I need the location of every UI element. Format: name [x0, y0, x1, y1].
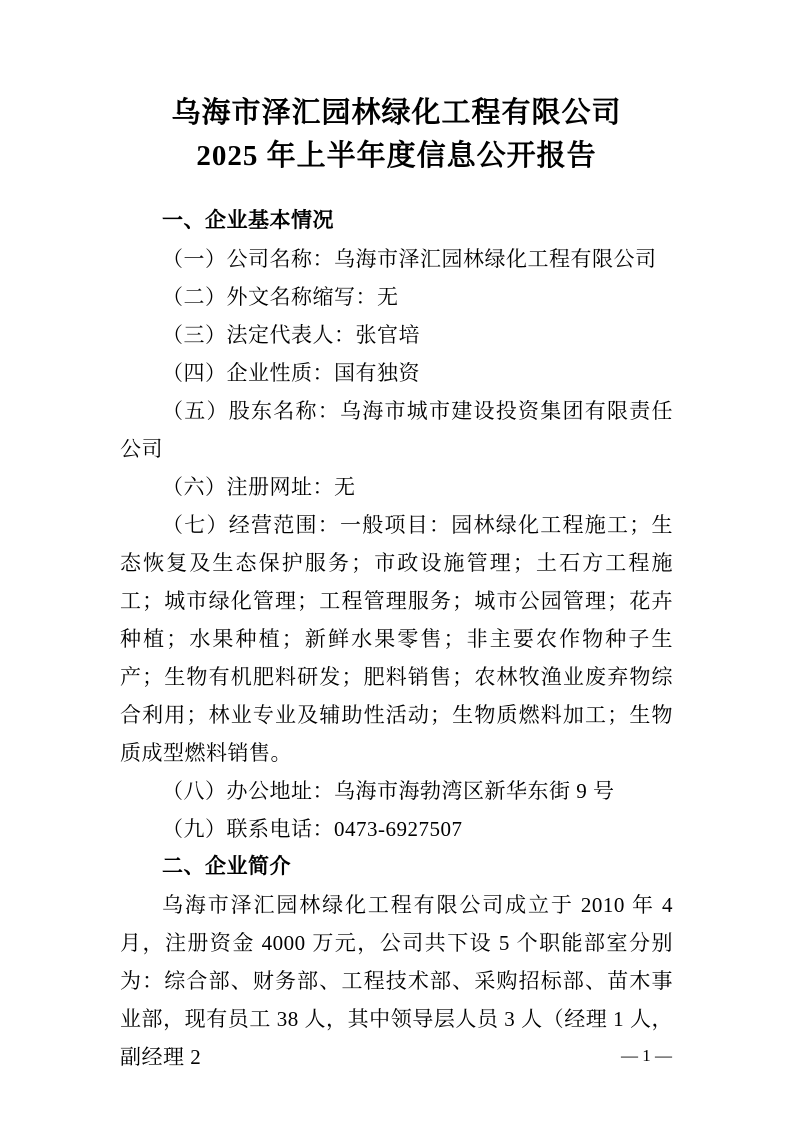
page-number: — 1 — [621, 1046, 672, 1065]
section-heading-company-profile: 二、企业简介 [162, 855, 291, 878]
document-content [120, 92, 673, 1076]
para-business-scope: （七）经营范围：一般项目：园林绿化工程施工；生态恢复及生态保护服务；市政设施管理；土石方工程施工；城市绿化管理；工程管理服务；城市公园管理；花卉种植；水果种植；新鲜水果零售；非主要农作物种子生产；生物有机肥料研发；肥料销售；农林牧渔业废弃物综合利用；林业专业及辅助性活动；生物质燃料加工；生物质成型燃料销售。 [120, 513, 673, 765]
para-legal-representative: （三）法定代表人：张官培 [162, 323, 420, 347]
para-shareholder-name: （五）股东名称：乌海市城市建设投资集团有限责任公司 [120, 399, 673, 461]
para-company-name: （一）公司名称：乌海市泽汇园林绿化工程有限公司 [162, 247, 657, 271]
para-contact-phone: （九）联系电话：0473-6927507 [162, 817, 463, 841]
para-foreign-name-abbr: （二）外文名称缩写：无 [162, 285, 399, 309]
para-registered-website: （六）注册网址：无 [162, 475, 356, 499]
document-title-line2: 2025 年上半年度信息公开报告 [196, 140, 597, 172]
document-title [120, 92, 673, 178]
para-office-address: （八）办公地址：乌海市海勃湾区新华东街 9 号 [162, 779, 615, 803]
para-enterprise-nature: （四）企业性质：国有独资 [162, 361, 420, 385]
document-title-line1: 乌海市泽汇园林绿化工程有限公司 [171, 97, 622, 129]
section-heading-basic-info: 一、企业基本情况 [162, 209, 334, 232]
para-company-profile: 乌海市泽汇园林绿化工程有限公司成立于 2010 年 4 月，注册资金 4000 万元，公司共下设 5 个职能部室分别为：综合部、财务部、工程技术部、采购招标部、苗木事业部，现有员工 38 人，其中领导层人员 3 人（经理 1 人，副经理 2 [120, 893, 673, 1069]
